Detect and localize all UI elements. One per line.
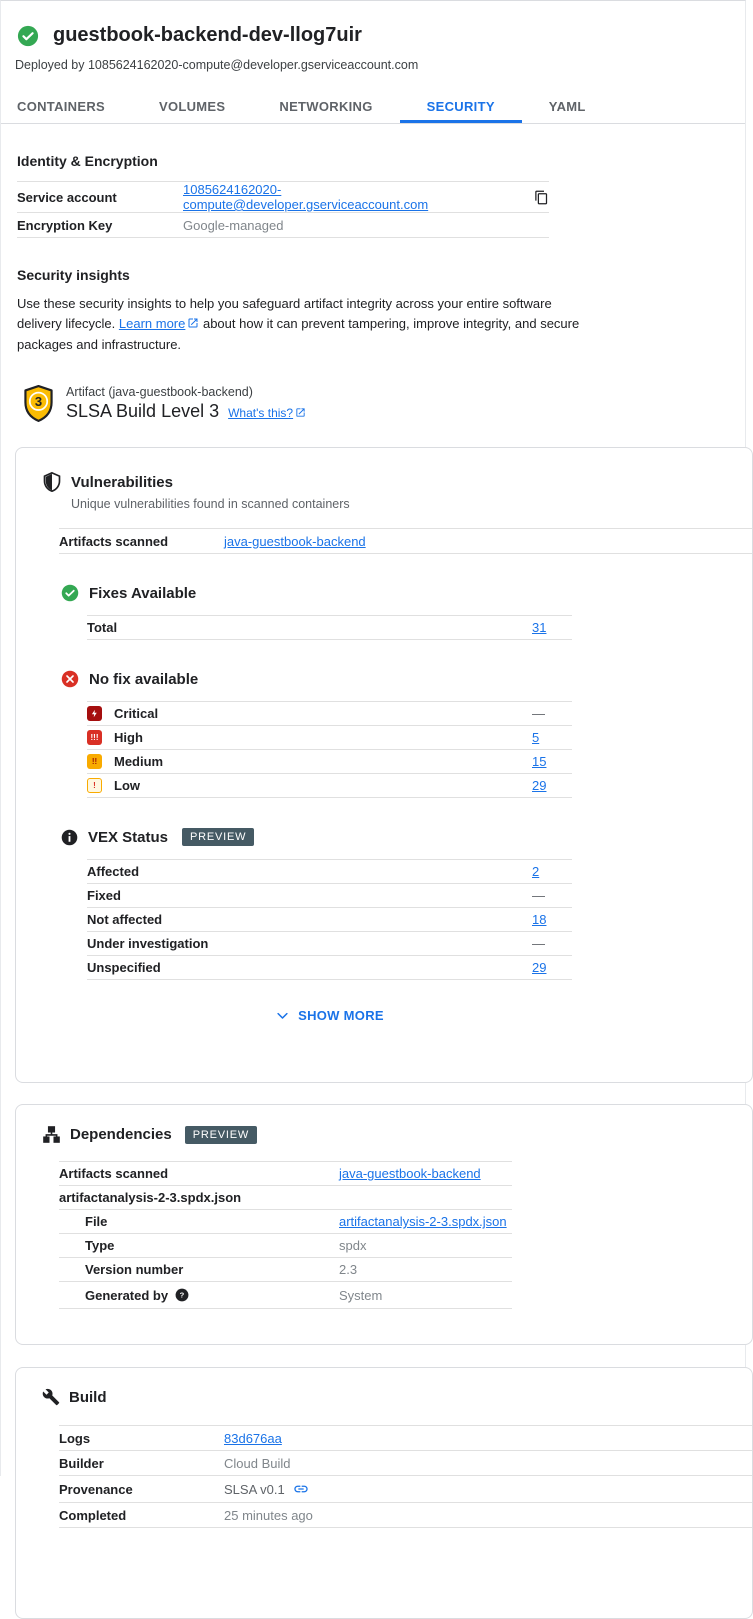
fixed-label: Fixed [87, 888, 121, 903]
cancel-circle-icon [61, 670, 79, 688]
artifacts-scanned-link[interactable]: java-guestbook-backend [224, 533, 366, 549]
table-row [59, 1162, 512, 1186]
encryption-key-label: Encryption Key [17, 217, 113, 233]
table-row [87, 860, 572, 884]
svg-text:3: 3 [34, 394, 43, 410]
encryption-key-value: Google-managed [183, 217, 284, 233]
generated-by-label: Generated by [85, 1287, 169, 1303]
link-chain-icon[interactable] [293, 1481, 309, 1497]
slsa-text [66, 385, 306, 422]
under-investigation-label: Under investigation [87, 936, 209, 951]
learn-more-link[interactable]: Learn more [118, 316, 186, 331]
table-row [59, 1476, 752, 1503]
logs-label: Logs [59, 1430, 91, 1446]
severity-low-icon: ! [87, 778, 102, 793]
tab-bar [1, 89, 745, 124]
version-number-label: Version number [85, 1262, 184, 1277]
unspecified-count-link[interactable]: 29 [532, 960, 547, 975]
artifacts-scanned-label: Artifacts scanned [59, 533, 169, 549]
security-insights-body [17, 294, 582, 355]
encryption-key-row [17, 213, 549, 238]
completed-value: 25 minutes ago [224, 1507, 313, 1523]
table-row [59, 1426, 752, 1451]
severity-high-icon: !!! [87, 730, 102, 745]
security-shield-icon [42, 472, 62, 492]
preview-badge: PREVIEW [185, 1126, 257, 1144]
external-link-icon [187, 315, 199, 335]
table-row [59, 1282, 512, 1309]
build-logs-link[interactable]: 83d676aa [224, 1430, 282, 1446]
copy-icon[interactable] [526, 190, 549, 205]
table-row [87, 908, 572, 932]
not-affected-label: Not affected [87, 912, 163, 927]
artifacts-scanned-link[interactable]: java-guestbook-backend [339, 1166, 481, 1181]
low-count-link[interactable]: 29 [532, 778, 547, 793]
builder-label: Builder [59, 1455, 104, 1471]
table-row [59, 1503, 752, 1528]
dependencies-title: Dependencies [70, 1126, 172, 1143]
preview-badge: PREVIEW [182, 828, 254, 846]
low-label: Low [114, 778, 140, 793]
table-row [59, 1234, 512, 1258]
table-row [59, 1258, 512, 1282]
info-circle-icon [61, 829, 78, 846]
check-circle-icon [61, 584, 79, 602]
tab-yaml[interactable]: YAML [548, 99, 586, 114]
fixes-available-header [61, 584, 752, 602]
whats-this-link[interactable]: What's this? [228, 406, 294, 420]
chevron-down-icon [275, 1008, 290, 1023]
svg-text:?: ? [179, 1290, 185, 1300]
type-value: spdx [339, 1238, 367, 1253]
show-more-button[interactable] [87, 1007, 572, 1024]
no-fix-table [87, 701, 572, 798]
critical-count: — [532, 706, 545, 721]
slsa-level-label: SLSA Build Level 3 [66, 401, 220, 421]
table-row [87, 884, 572, 908]
severity-medium-icon: !! [87, 754, 102, 769]
under-investigation-count: — [532, 936, 545, 951]
builder-value: Cloud Build [224, 1455, 291, 1471]
medium-count-link[interactable]: 15 [532, 754, 547, 769]
total-count-link[interactable]: 31 [532, 620, 547, 635]
tab-networking[interactable]: NETWORKING [279, 99, 373, 114]
fixes-table [87, 615, 572, 640]
build-title: Build [69, 1388, 107, 1406]
affected-count-link[interactable]: 2 [532, 864, 540, 879]
version-number-value: 2.3 [339, 1262, 358, 1277]
generated-by-value: System [339, 1287, 383, 1303]
file-label: File [85, 1214, 108, 1229]
total-label: Total [87, 620, 118, 635]
wrench-icon [42, 1388, 60, 1406]
medium-label: Medium [114, 754, 164, 769]
completed-label: Completed [59, 1507, 127, 1523]
build-card [15, 1367, 753, 1619]
tab-containers[interactable]: CONTAINERS [17, 99, 105, 114]
slsa-badge-block [23, 385, 745, 422]
sbom-group-row [59, 1186, 512, 1210]
deployed-by-text: Deployed by 1085624162020-compute@developer.gserviceaccount.com [15, 58, 419, 72]
table-row [59, 1451, 752, 1476]
type-label: Type [85, 1238, 115, 1253]
insights-text-after: about how it can prevent tampering, improve integrity, and secure packages and infrastructure. [17, 316, 580, 352]
show-more-label: SHOW MORE [298, 1008, 384, 1023]
vex-status-header [61, 828, 752, 846]
not-affected-count-link[interactable]: 18 [532, 912, 547, 927]
table-row [59, 1210, 512, 1234]
artifacts-scanned-row [59, 528, 752, 554]
no-fix-available-title: No fix available [89, 670, 199, 688]
vex-table [87, 859, 572, 980]
service-status-check-icon [17, 25, 39, 47]
critical-label: Critical [114, 706, 159, 721]
table-row [87, 774, 572, 798]
provenance-value: SLSA v0.1 [224, 1481, 285, 1497]
table-row [87, 750, 572, 774]
severity-critical-icon [87, 706, 102, 721]
service-account-row [17, 182, 549, 213]
dependencies-table [59, 1161, 512, 1309]
vulnerabilities-title: Vulnerabilities [71, 473, 173, 491]
fixes-available-title: Fixes Available [89, 584, 197, 602]
insights-text-before: Use these security insights to help you safeguard artifact integrity across your entire software delivery lifecycle. [17, 296, 552, 331]
table-row [87, 616, 572, 640]
slsa-shield-icon [23, 385, 54, 422]
high-label: High [114, 730, 143, 745]
tree-hierarchy-icon [42, 1125, 61, 1144]
security-insights-title: Security insights [17, 267, 130, 283]
provenance-label: Provenance [59, 1481, 133, 1497]
sbom-group-label: artifactanalysis-2-3.spdx.json [59, 1190, 242, 1205]
affected-label: Affected [87, 864, 140, 879]
tab-security[interactable]: SECURITY [400, 89, 522, 123]
table-row [87, 932, 572, 956]
service-account-link[interactable]: 1085624162020-compute@developer.gserviceaccount.com [183, 182, 429, 212]
dependencies-card [15, 1104, 753, 1345]
no-fix-available-header [61, 670, 752, 688]
tab-volumes[interactable]: VOLUMES [158, 99, 226, 114]
fixed-count: — [532, 888, 545, 903]
build-table [59, 1425, 752, 1528]
sbom-file-link[interactable]: artifactanalysis-2-3.spdx.json [339, 1214, 507, 1229]
service-header [1, 1, 745, 47]
table-row [87, 726, 572, 750]
slsa-artifact-label: Artifact (java-guestbook-backend) [66, 385, 253, 399]
vulnerabilities-card [15, 447, 753, 1083]
high-count-link[interactable]: 5 [532, 730, 540, 745]
identity-encryption-title: Identity & Encryption [17, 153, 158, 169]
table-row [87, 702, 572, 726]
page-title: guestbook-backend-dev-llog7uir [53, 24, 362, 46]
unspecified-label: Unspecified [87, 960, 161, 975]
external-link-icon [295, 407, 306, 421]
table-row [87, 956, 572, 980]
vulnerabilities-subtitle: Unique vulnerabilities found in scanned containers [71, 497, 350, 511]
vex-status-title: VEX Status [88, 828, 169, 846]
help-circle-icon[interactable] [175, 1288, 189, 1302]
identity-table [17, 181, 549, 238]
service-account-label: Service account [17, 189, 117, 205]
artifacts-scanned-label: Artifacts scanned [59, 1166, 169, 1181]
